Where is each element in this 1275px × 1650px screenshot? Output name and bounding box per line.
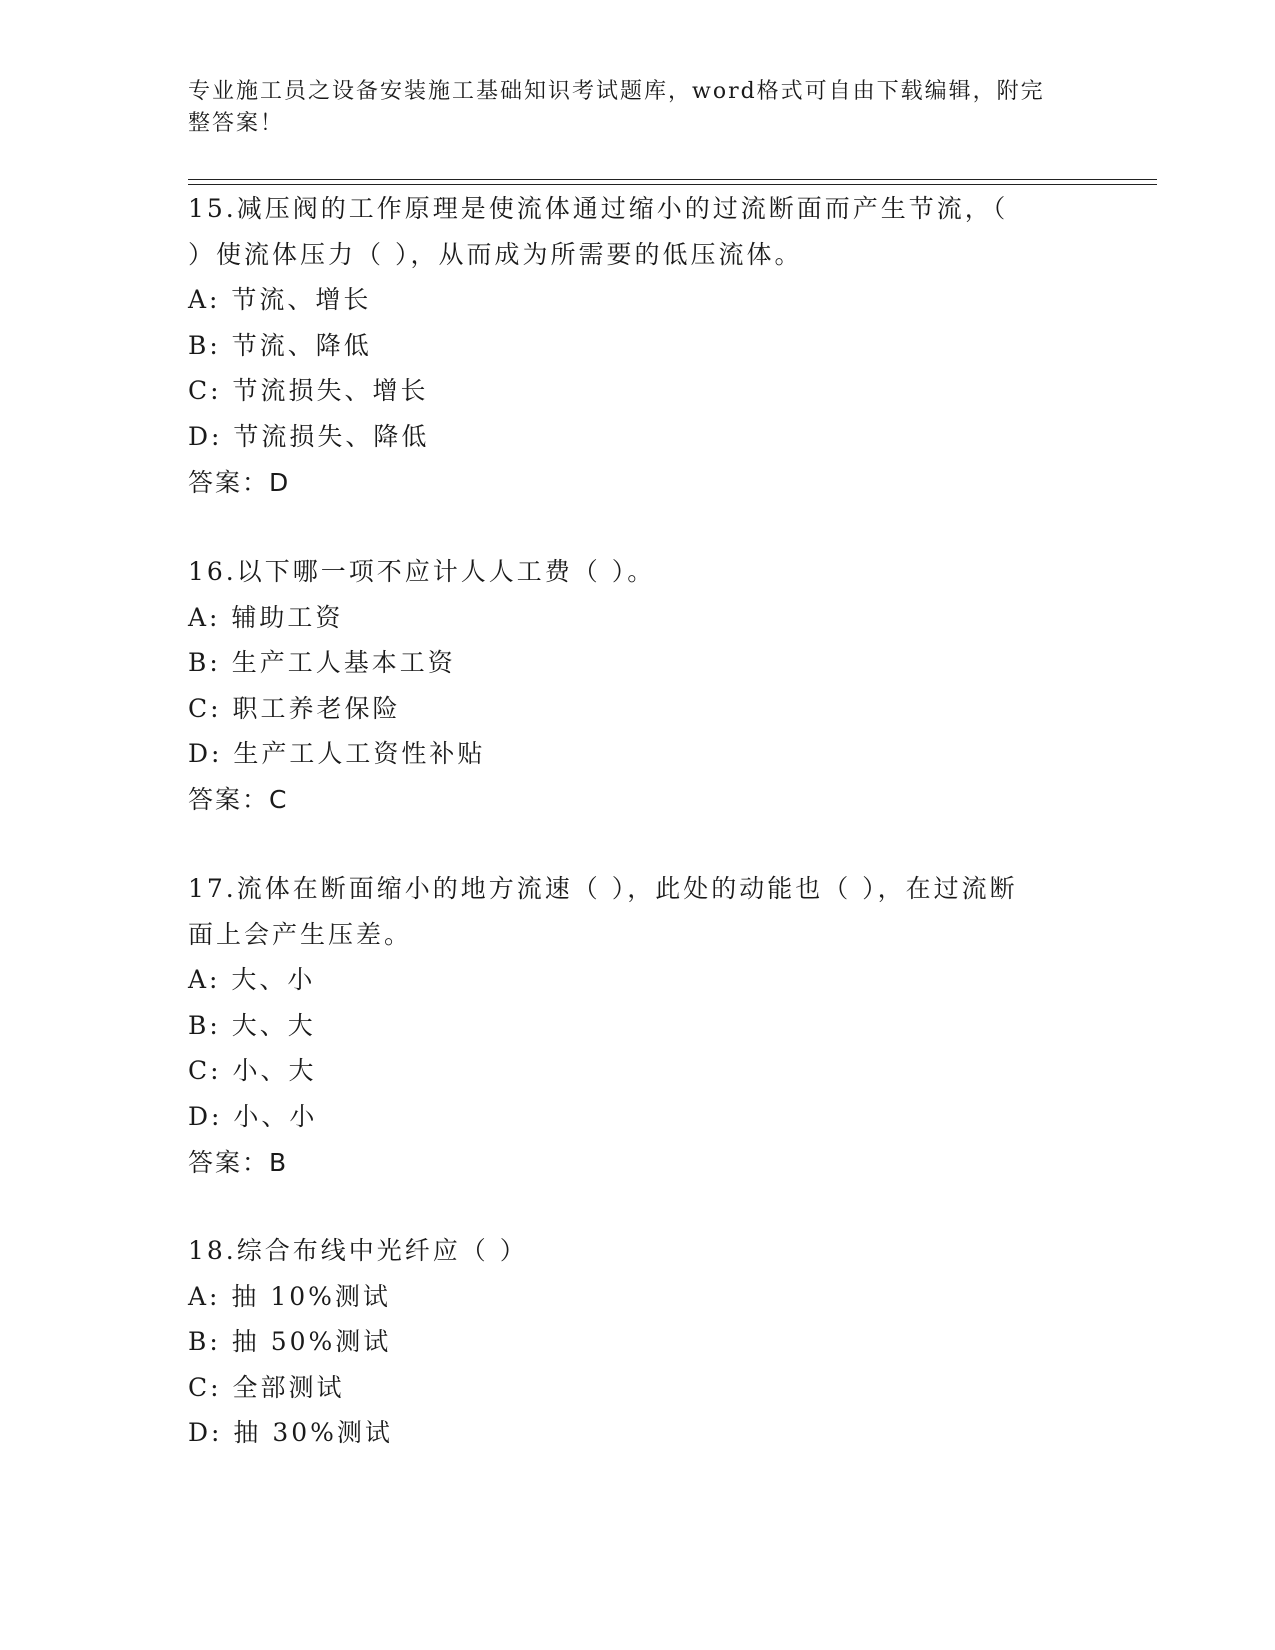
option-a: A: 节流、增长 [188,285,372,315]
question-16 [188,549,1088,823]
option-b: B: 抽 50%测试 [188,1327,392,1357]
document-header [188,76,1088,140]
option-d: D: 生产工人工资性补贴 [188,739,486,769]
option-a: A: 大、小 [188,965,316,995]
option-d: D: 节流损失、降低 [188,421,430,451]
option-b: B: 生产工人基本工资 [188,648,456,678]
option-a: A: 抽 10%测试 [188,1281,391,1311]
question-15 [188,186,1088,505]
header-divider [188,179,1157,185]
question-stem-continued: ）使流体压力（ ），从而成为所需要的低压流体。 [188,239,803,269]
option-d: D: 抽 30%测试 [188,1418,393,1448]
option-c: C: 职工养老保险 [188,693,401,723]
header-line-1: 专业施工员之设备安装施工基础知识考试题库，word格式可自由下载编辑，附完 [188,79,1045,104]
answer-line: 答案：D [188,467,291,497]
option-c: C: 全部测试 [188,1372,345,1402]
question-17 [188,866,1088,1185]
answer-line: 答案：C [188,784,289,814]
option-b: B: 节流、降低 [188,330,372,360]
option-b: B: 大、大 [188,1010,316,1040]
option-a: A: 辅助工资 [188,602,344,632]
question-stem: 15.减压阀的工作原理是使流体通过缩小的过流断面而产生节流，（ [188,194,1009,223]
question-stem: 18.综合布线中光纤应（ ） [188,1236,528,1265]
question-stem: 17.流体在断面缩小的地方流速（ ），此处的动能也（ ），在过流断 [188,874,1018,903]
question-18 [188,1228,1088,1456]
question-stem: 16.以下哪一项不应计人人工费（ ）。 [188,557,656,586]
header-line-2: 整答案！ [188,111,285,136]
option-c: C: 节流损失、增长 [188,376,429,406]
option-d: D: 小、小 [188,1101,318,1131]
question-stem-continued: 面上会产生压差。 [188,919,413,949]
option-c: C: 小、大 [188,1056,317,1086]
answer-line: 答案：B [188,1147,289,1177]
